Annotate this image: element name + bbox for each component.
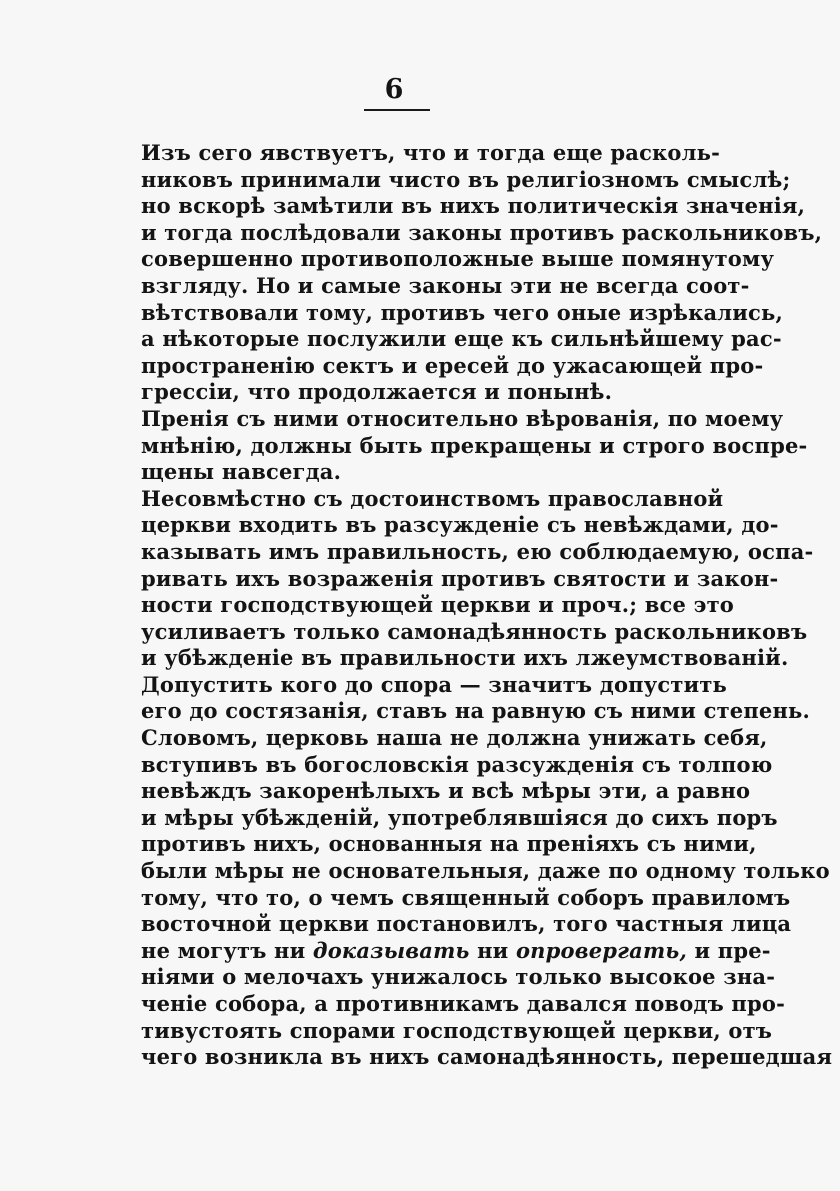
text-line: восточной церкви постановилъ, того частныя лица [141,911,792,937]
text-line: тому, что то, о чемъ священный соборъ правиломъ [141,884,791,910]
text-line: ніями о мелочахъ унижалось только высокое зна- [141,964,776,990]
text-line: казывать имъ правильность, ею соблюдаемую, оспа- [141,538,814,564]
text-line: Несовмѣстно съ достоинствомъ православной [141,485,724,511]
text-line: взгляду. Но и самые законы эти не всегда соот- [141,272,750,298]
text-line: невѣждъ закоренѣлыхъ и всѣ мѣры эти, а равно [141,778,751,804]
text-line: вступивъ въ богословскія разсужденія съ толпою [141,751,773,777]
text-line: не могутъ ни доказывать ни опровергать, и пре- [141,937,771,963]
text-line: и убѣжденіе въ правильности ихъ лжеумствованій. [141,645,789,671]
text-line: пространенію сектъ и ересей до ужасающей про- [141,352,764,378]
text-line: были мѣры не основательныя, даже по одному только [141,858,830,884]
italic-emphasis: опровергать, [515,937,687,963]
text-line: противъ нихъ, основанныя на преніяхъ съ ними, [141,831,757,857]
text-line: чего возникла въ нихъ самонадѣянность, перешедшая [141,1044,833,1070]
text-line: Изъ сего явствуетъ, что и тогда еще расколь- [141,140,721,165]
text-line: щены навсегда. [141,459,342,485]
italic-emphasis: доказывать [312,937,470,963]
text-line: но вскорѣ замѣтили въ нихъ политическія значенія, [141,193,806,219]
text-line: и мѣры убѣжденій, употреблявшіяся до сихъ поръ [141,804,778,830]
text-line: и тогда послѣдовали законы противъ раскольниковъ, [141,219,823,245]
text-line: мнѣнію, должны быть прекращены и строго воспре- [141,432,808,458]
text-line: усиливаетъ только самонадѣянность раскольниковъ [141,618,808,644]
text-line: вѣтствовали тому, противъ чего оные изрѣкались, [141,299,783,325]
text-line: а нѣкоторые послужили еще къ сильнѣйшему рас- [141,326,782,352]
text-line: ности господствующей церкви и проч.; все это [141,592,734,618]
text-line: совершенно противоположные выше помянутому [141,246,775,272]
body-text [141,140,833,1071]
page-number-rule [364,109,430,111]
text-line: грессіи, что продолжается и понынѣ. [141,379,613,405]
text-line: его до состязанія, ставъ на равную съ ними степень. [141,698,811,724]
text-line: ченіе собора, а противникамъ давался поводъ про- [141,991,785,1016]
text-line: Пренія съ ними относительно вѣрованія, по моему [141,405,784,431]
text-line: тивустоять спорами господствующей церкви, отъ [141,1017,773,1043]
text-line: Словомъ, церковь наша не должна унижать себя, [141,725,768,751]
text-line: церкви входить въ разсужденіе съ невѣждами, до- [141,512,779,538]
page-number: 6 [384,74,404,105]
text-line: ривать ихъ возраженія противъ святости и закон- [141,565,779,591]
text-line: Допустить кого до спора — значитъ допустить [141,671,728,697]
text-line: никовъ принимали чисто въ религіозномъ смыслѣ; [141,166,791,192]
